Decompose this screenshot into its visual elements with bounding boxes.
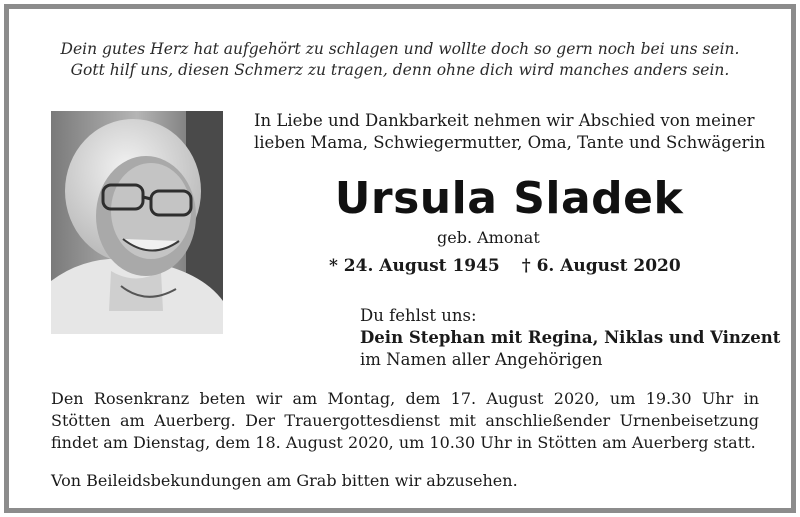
deceased-name: Ursula Sladek bbox=[334, 173, 684, 224]
condolence-note: Von Beileidsbekundungen am Grab bitten wir abzusehen. bbox=[51, 471, 518, 490]
motto-verse bbox=[9, 39, 791, 81]
intro-line-2: lieben Mama, Schwiegermutter, Oma, Tante und Schwägerin bbox=[254, 133, 766, 152]
intro-line-1: In Liebe und Dankbarkeit nehmen wir Abschied von meiner bbox=[254, 111, 755, 130]
farewell-intro bbox=[254, 110, 765, 154]
motto-line-2: Gott hilf uns, diesen Schmerz zu tragen, denn ohne dich wird manches anders sein. bbox=[70, 61, 730, 79]
service-line-2: Stötten am Auerberg. Der Trauergottesdienst mit anschließender Urnenbeisetzung bbox=[51, 411, 759, 430]
portrait-photo bbox=[51, 111, 223, 334]
signoff-family-names: Dein Stephan mit Regina, Niklas und Vinzent bbox=[360, 328, 781, 347]
obituary-frame bbox=[4, 4, 796, 513]
signoff-line-1: Du fehlst uns: bbox=[360, 306, 477, 325]
birth-date: * 24. August 1945 bbox=[329, 256, 500, 276]
maiden-name: geb. Amonat bbox=[437, 228, 540, 247]
service-line-1: Den Rosenkranz beten wir am Montag, dem 17. August 2020, um 19.30 Uhr in bbox=[51, 389, 759, 408]
signoff-line-3: im Namen aller Angehörigen bbox=[360, 350, 603, 369]
death-date: † 6. August 2020 bbox=[521, 256, 681, 276]
motto-line-1: Dein gutes Herz hat aufgehört zu schlagen und wollte doch so gern noch bei uns sein. bbox=[60, 40, 740, 58]
portrait-image bbox=[51, 111, 223, 334]
life-dates bbox=[329, 255, 681, 277]
service-announcement bbox=[51, 388, 759, 454]
family-signoff bbox=[360, 305, 780, 371]
service-line-3: findet am Dienstag, dem 18. August 2020, um 10.30 Uhr in Stötten am Auerberg statt. bbox=[51, 433, 756, 452]
